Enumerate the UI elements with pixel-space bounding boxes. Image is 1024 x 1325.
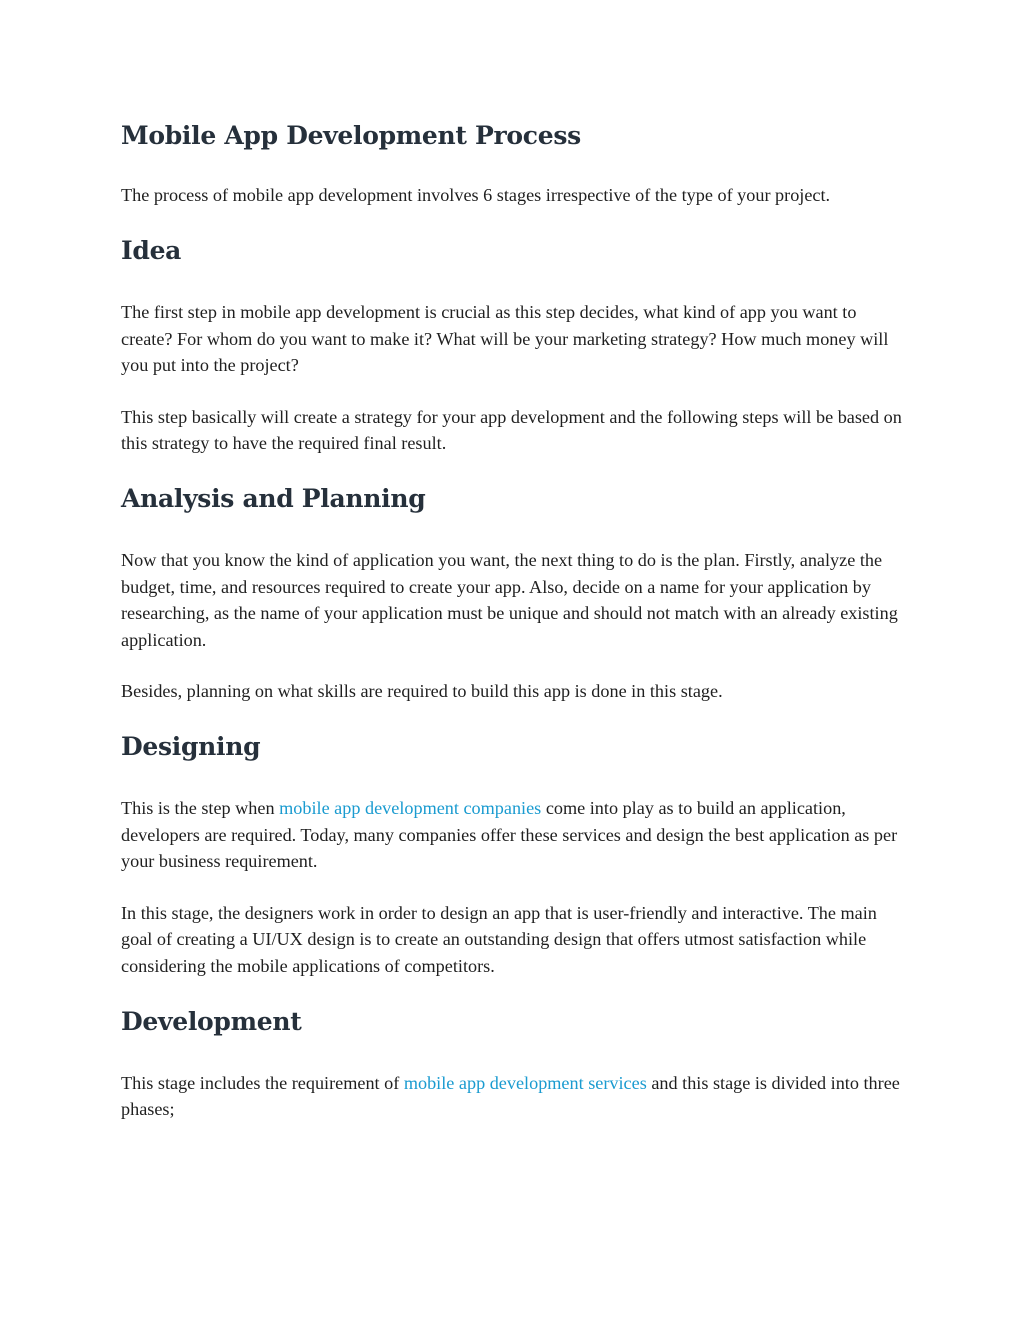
development-text-before: This stage includes the requirement of (121, 1072, 404, 1093)
section-heading-development: Development (121, 1006, 302, 1036)
analysis-paragraph-2: Besides, planning on what skills are required to build this app is done in this stage. (121, 681, 723, 702)
intro-paragraph: The process of mobile app development involves 6 stages irrespective of the type of your project. (121, 185, 831, 205)
designing-paragraph-2: In this stage, the designers work in order to design an app that is user-friendly and interactive. The main goal of creating a UI/UX design is to create an outstanding design that offers utmost satisfaction while considering the mobile applications of competitors. (121, 902, 877, 976)
idea-paragraph-1: The first step in mobile app development is crucial as this step decides, what kind of app you want to create? For whom do you want to make it? What will be your marketing strategy? How much money will you put into the project? (121, 302, 889, 376)
development-text-after: and this stage is divided into three phases; (121, 1072, 900, 1120)
designing-text-after: come into play as to build an application, developers are required. Today, many companies offer these services and design the best application as per your business requirement. (121, 798, 898, 872)
section-heading-analysis-planning: Analysis and Planning (121, 484, 426, 514)
mobile-app-development-services-link[interactable]: mobile app development services (403, 1072, 647, 1093)
development-paragraph-1 (121, 1070, 911, 1123)
section-heading-idea: Idea (121, 236, 182, 266)
section-heading-designing: Designing (121, 732, 261, 762)
analysis-paragraph-1: Now that you know the kind of application you want, the next thing to do is the plan. Firstly, analyze the budget, time, and resources required to create your app. Also, decide on a name for your application by researching, as the name of your application must be unique and should not match with an already existing application. (121, 550, 898, 650)
mobile-app-development-companies-link[interactable]: mobile app development companies (279, 798, 542, 819)
idea-paragraph-2: This step basically will create a strategy for your app development and the following steps will be based on this strategy to have the required final result. (121, 406, 902, 454)
designing-paragraph-1 (121, 795, 911, 874)
designing-text-before: This is the step when (121, 798, 280, 819)
page-title: Mobile App Development Process (121, 121, 581, 150)
document-page (121, 118, 911, 1148)
